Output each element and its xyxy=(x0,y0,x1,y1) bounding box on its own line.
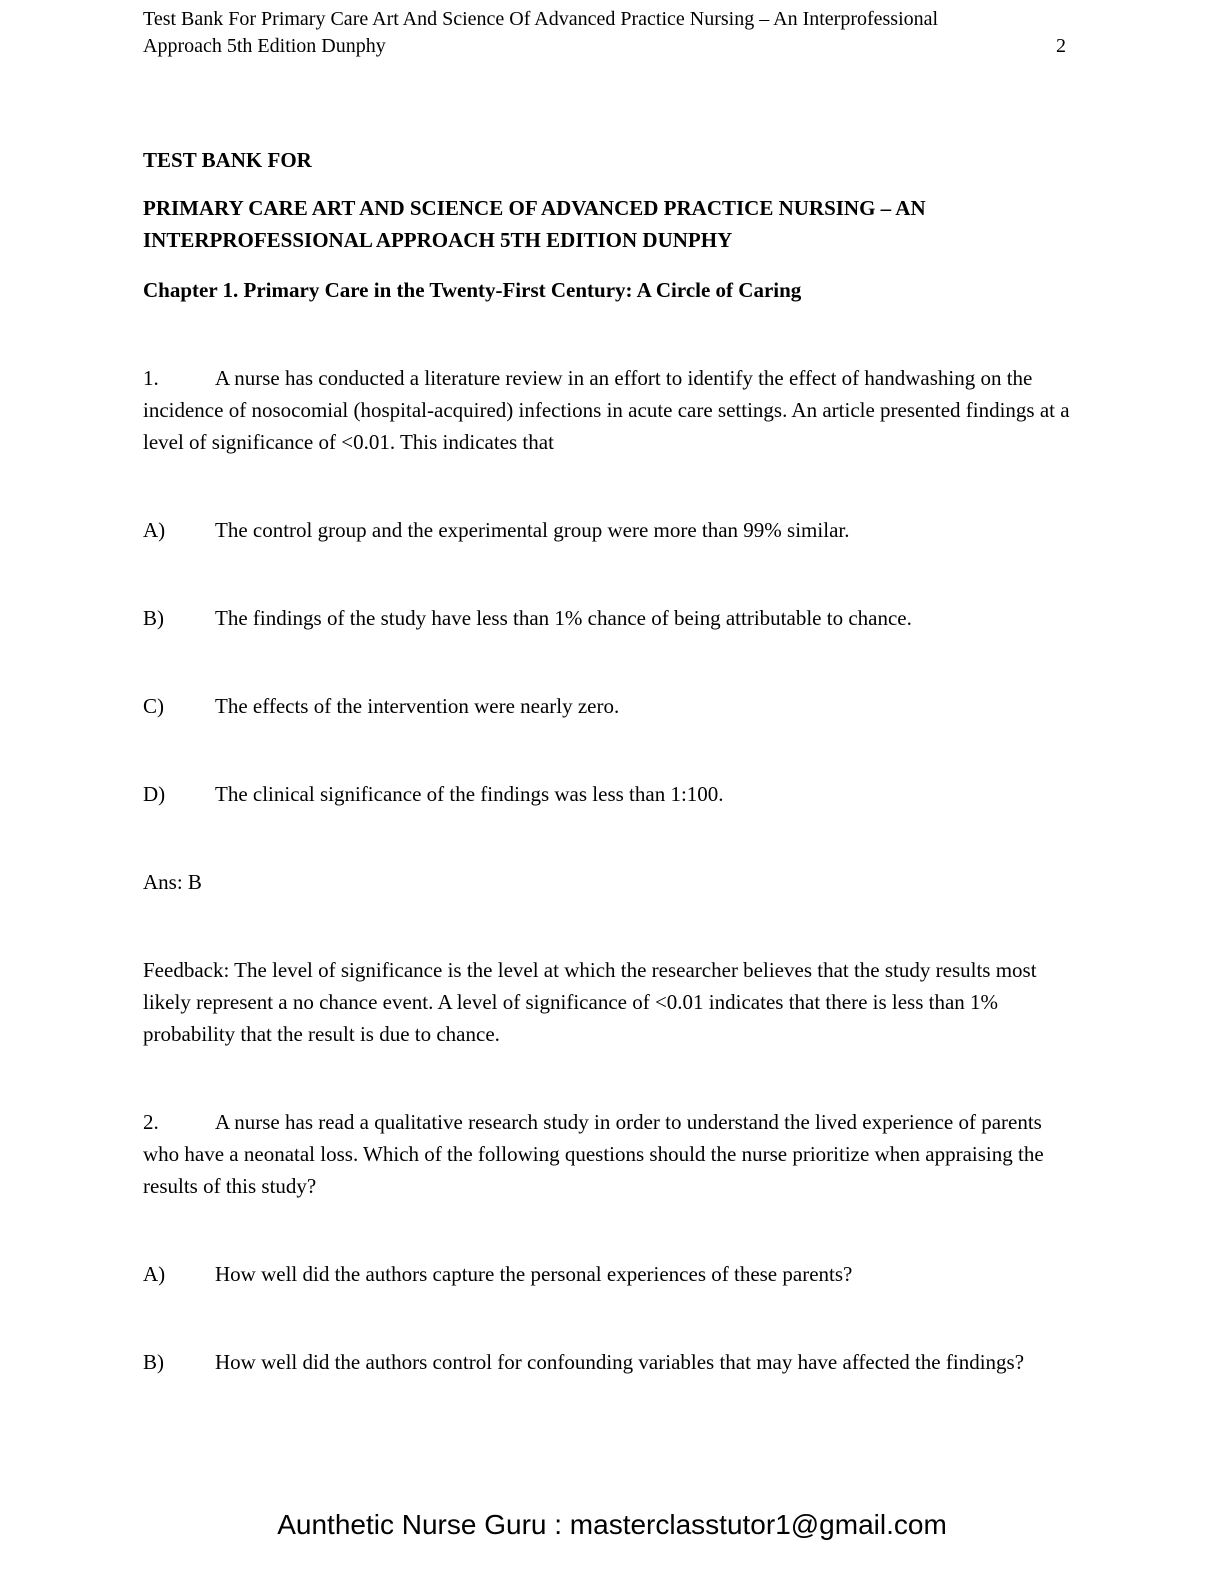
option-d-text: The clinical significance of the findings was less than 1:100. xyxy=(215,782,724,806)
option-c-text: The effects of the intervention were nearly zero. xyxy=(215,694,620,718)
question-2-option-b xyxy=(143,1346,1074,1378)
question-2-text: A nurse has read a qualitative research study in order to understand the lived experience of parents who have a neonatal loss. Which of the following questions should the nurse prioritize when appraising the results of this study? xyxy=(143,1110,1044,1198)
question-1-text: A nurse has conducted a literature review in an effort to identify the effect of handwashing on the incidence of nosocomial (hospital-acquired) infections in acute care settings. An article presented findings at a level of significance of <0.01. This indicates that xyxy=(143,366,1070,454)
question-2-number: 2. xyxy=(143,1110,159,1134)
question-1-option-b xyxy=(143,602,1074,634)
running-header-title: Test Bank For Primary Care Art And Science Of Advanced Practice Nursing – An Interprofessional Approach 5th Edition Dunphy xyxy=(143,8,939,57)
q2-option-a-text: How well did the authors capture the personal experiences of these parents? xyxy=(215,1262,853,1286)
option-b-label: B) xyxy=(143,606,164,630)
question-1-stem xyxy=(143,362,1074,458)
option-a-label: A) xyxy=(143,518,166,542)
question-1-option-c xyxy=(143,690,1074,722)
doc-heading-title: PRIMARY CARE ART AND SCIENCE OF ADVANCED PRACTICE NURSING – AN INTERPROFESSIONAL APPROACH 5TH EDITION DUNPHY xyxy=(143,196,926,252)
q2-option-b-text: How well did the authors control for confounding variables that may have affected the findings? xyxy=(215,1350,1025,1374)
option-a-text: The control group and the experimental group were more than 99% similar. xyxy=(215,518,850,542)
chapter-heading: Chapter 1. Primary Care in the Twenty-First Century: A Circle of Caring xyxy=(143,278,802,302)
question-2-stem xyxy=(143,1106,1074,1202)
question-1-number: 1. xyxy=(143,366,159,390)
q2-option-b-label: B) xyxy=(143,1350,164,1374)
page-number: 2 xyxy=(1056,35,1066,57)
page-header xyxy=(143,6,1074,60)
question-1-feedback: Feedback: The level of significance is the level at which the researcher believes that the study results most likely represent a no chance event. A level of significance of <0.01 indicates that there is less than 1% probability that the result is due to chance. xyxy=(143,958,1037,1046)
question-1-option-d xyxy=(143,778,1074,810)
footer-contact: Aunthetic Nurse Guru : masterclasstutor1@gmail.com xyxy=(277,1509,947,1540)
question-1-option-a xyxy=(143,514,1074,546)
option-c-label: C) xyxy=(143,694,164,718)
question-1-answer: Ans: B xyxy=(143,870,202,894)
option-d-label: D) xyxy=(143,782,166,806)
option-b-text: The findings of the study have less than 1% chance of being attributable to chance. xyxy=(215,606,912,630)
q2-option-a-label: A) xyxy=(143,1262,166,1286)
doc-heading-testbank: TEST BANK FOR xyxy=(143,148,312,172)
question-2-option-a xyxy=(143,1258,1074,1290)
